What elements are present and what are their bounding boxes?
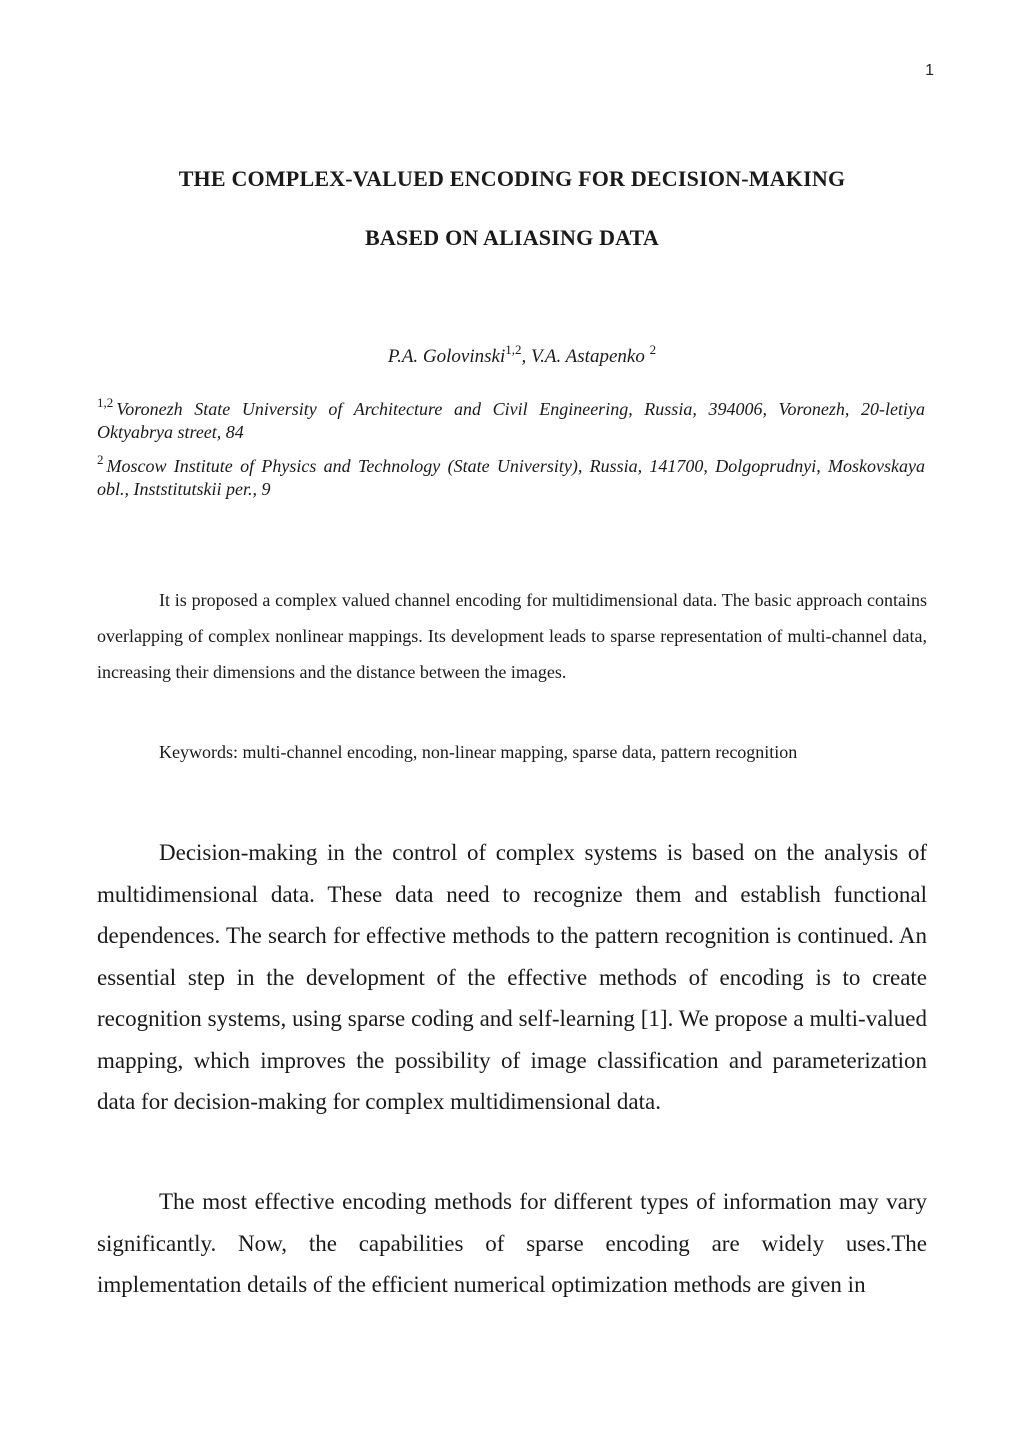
author-name: P.A. Golovinski [387,346,506,367]
author-affiliation-mark: 2 [649,342,657,357]
paper-title-line-2: BASED ON ALIASING DATA [365,225,659,250]
affiliation-mark: 2 [97,452,104,467]
paper-title-line-1: THE COMPLEX-VALUED ENCODING FOR DECISION-MAKING [178,166,846,191]
affiliation [97,452,925,501]
affiliation-text: Moscow Institute of Physics and Technology (State University), Russia, 141700, Dolgoprudnyi, Moskovskaya obl., Inststitutskii per., 9 [97,456,925,499]
affiliation-text: Voronezh State University of Architecture and Civil Engineering, Russia, 394006, Voronezh, 20-letiya Oktyabrya street, 84 [97,399,925,442]
affiliation [97,395,925,444]
author-affiliation-mark: 1,2 [505,342,522,357]
author-list [0,342,1024,368]
page-number: 1 [925,62,934,79]
affiliation-mark: 1,2 [97,395,114,410]
keywords: Keywords: multi-channel encoding, non-linear mapping, sparse data, pattern recognition [159,742,798,762]
body-paragraph: The most effective encoding methods for different types of information may vary significantly. Now, the capabilities of sparse encoding are widely uses.The implementation details of the efficient numerical optimization methods are given in [97,1189,927,1297]
author-name: V.A. Astapenko [531,346,645,367]
body-paragraph: Decision-making in the control of complex systems is based on the analysis of multidimensional data. These data need to recognize them and establish functional dependences. The search for effective methods to the pattern recognition is continued. An essential step in the development of the effective methods of encoding is to create recognition systems, using sparse coding and self-learning [1]. We propose a multi-valued mapping, which improves the possibility of image classification and parameterization data for decision-making for complex multidimensional data. [97,840,927,1114]
author-separator: , [521,346,531,367]
abstract: It is proposed a complex valued channel encoding for multidimensional data. The basic approach contains overlapping of complex nonlinear mappings. Its development leads to sparse representation of multi-channel data, increasing their dimensions and the distance between the images. [97,590,927,682]
